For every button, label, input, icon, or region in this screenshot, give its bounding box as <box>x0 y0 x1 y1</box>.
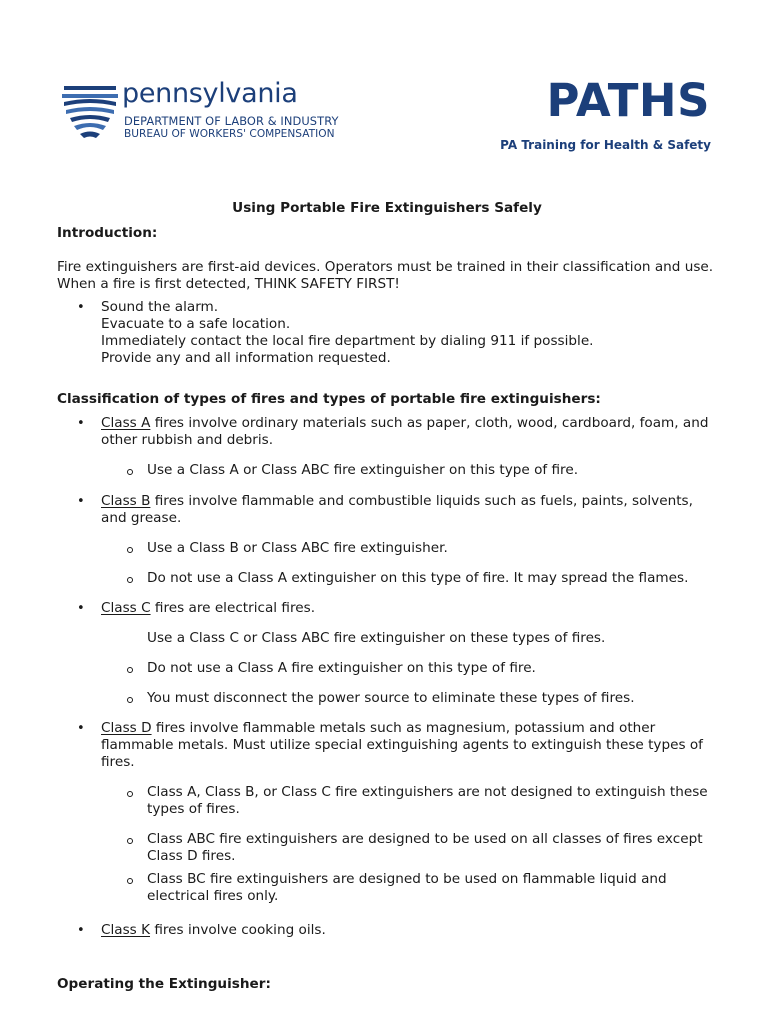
paths-subtitle: PA Training for Health & Safety <box>500 138 711 152</box>
class-description: fires involve flammable metals such as magnesium, potassium and other flammable metals. Must utilize special extinguishing agents to extinguish these types of fires. <box>101 720 703 770</box>
class-label: Class A <box>101 415 151 431</box>
class-c-notes <box>57 660 717 707</box>
document-title: Using Portable Fire Extinguishers Safely <box>232 200 542 216</box>
intro-step: Evacuate to a safe location. <box>101 316 291 332</box>
pa-bureau: BUREAU OF WORKERS' COMPENSATION <box>124 128 335 140</box>
class-d-item <box>57 720 717 771</box>
intro-step: • Sound the alarm. <box>101 299 219 315</box>
operating-heading: Operating the Extinguisher: <box>57 976 271 992</box>
class-b-notes <box>57 540 717 587</box>
class-c-item <box>57 600 717 617</box>
class-note: Do not use a Class A extinguisher on this type of fire. It may spread the flames. <box>57 570 717 587</box>
class-note: Class A, Class B, or Class C fire extinguishers are not designed to extinguish these types of fires. <box>57 784 717 818</box>
classes-list <box>57 922 717 939</box>
class-b-item <box>57 493 717 527</box>
class-label: Class K <box>101 922 150 938</box>
intro-step: Immediately contact the local fire department by dialing 911 if possible. <box>101 333 594 349</box>
class-description: fires involve flammable and combustible liquids such as fuels, paints, solvents, and grease. <box>101 493 693 526</box>
class-note: You must disconnect the power source to eliminate these types of fires. <box>57 690 717 707</box>
classification-heading: Classification of types of fires and types of portable fire extinguishers: <box>57 391 601 407</box>
class-label: Class D <box>101 720 152 736</box>
intro-text: Fire extinguishers are first-aid devices. Operators must be trained in their classification and use. When a fire is first detected, THINK SAFETY FIRST! <box>57 259 714 292</box>
class-label: Class B <box>101 493 151 509</box>
class-note: Use a Class B or Class ABC fire extinguisher. <box>57 540 717 557</box>
classes-list <box>57 600 717 617</box>
class-a-item <box>57 415 717 449</box>
classes-list <box>57 493 717 527</box>
classes-list <box>57 415 717 449</box>
class-a-notes <box>57 462 717 479</box>
class-k-item <box>57 922 717 939</box>
class-description: fires involve cooking oils. <box>150 922 326 938</box>
intro-step: Provide any and all information requested. <box>101 350 391 366</box>
document-body <box>57 200 717 993</box>
class-note: Do not use a Class A fire extinguisher on this type of fire. <box>57 660 717 677</box>
class-description: fires are electrical fires. <box>150 600 316 616</box>
class-label: Class C <box>101 600 151 616</box>
class-note: Class ABC fire extinguishers are designed to be used on all classes of fires except Class D fires. <box>57 831 717 865</box>
class-d-notes <box>57 784 717 905</box>
class-description: fires involve ordinary materials such as paper, cloth, wood, cardboard, foam, and other rubbish and debris. <box>101 415 709 448</box>
intro-heading: Introduction: <box>57 225 158 241</box>
pa-department: DEPARTMENT OF LABOR & INDUSTRY <box>124 114 339 128</box>
intro-steps-item <box>57 299 717 367</box>
class-plain-note: Use a Class C or Class ABC fire extinguisher on these types of fires. <box>147 630 606 646</box>
pennsylvania-logo <box>60 80 360 144</box>
classes-list <box>57 720 717 771</box>
intro-steps-list <box>57 299 717 367</box>
paths-title: PATHS <box>546 74 710 127</box>
keystone-logo-icon <box>60 80 120 142</box>
class-note: Use a Class A or Class ABC fire extinguisher on this type of fire. <box>57 462 717 479</box>
class-note: Class BC fire extinguishers are designed to be used on flammable liquid and electrical fires only. <box>57 871 717 905</box>
pa-name: pennsylvania <box>122 78 298 109</box>
